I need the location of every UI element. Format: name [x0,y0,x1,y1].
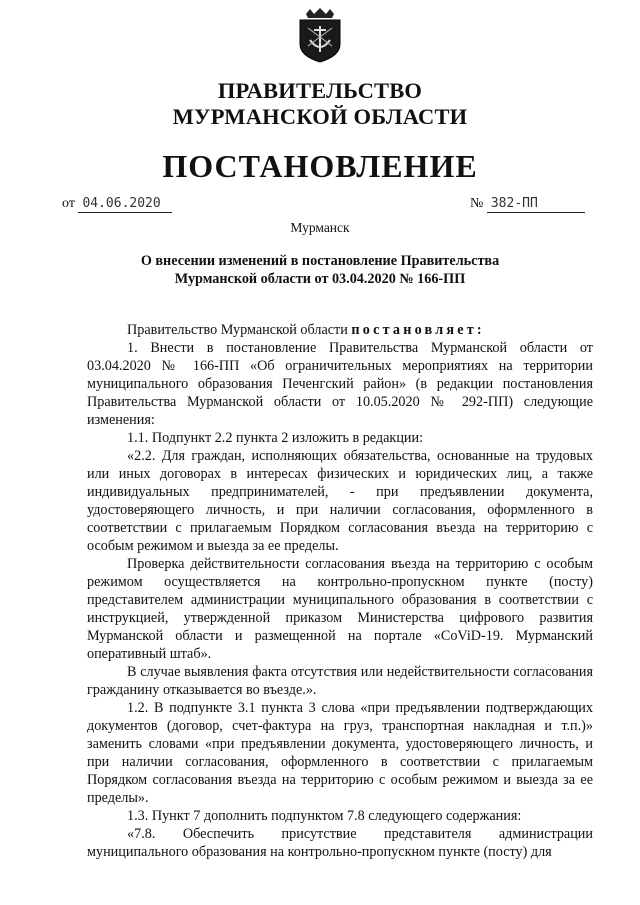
body-paragraph: 1.2. В подпункте 3.1 пункта 3 слова «при предъявлении подтверждающих документов (договор, счет-фактура на груз, транспортная накладная и т.п.)» заменить словами «при предъявлении документа, удостоверяющего личность, и при наличии согласования, оформленного в соответствии с прилагаемым Порядком согласования въезда на территорию с особым режимом и выезда за ее пределы». [87,700,593,806]
number-block [470,196,585,213]
subject-line2: Мурманской области от 03.04.2020 № 166-ПП [174,271,466,287]
intro-prefix: Правительство Мурманской области [127,322,352,338]
intro-decree-word: постановляет: [351,322,485,338]
city: Мурманск [290,220,350,235]
org-name-line1: ПРАВИТЕЛЬСТВО [217,78,423,103]
date-label: от [62,196,75,211]
body-paragraph: «2.2. Для граждан, исполняющих обязательства, основанные на трудовых или иных договорах в интересах физических и юридических лиц, а также индивидуальных предпринимателей, - при предъявлении документа, удостоверяющего личность, и при наличии согласования, оформленного в соответствии с прилагаемым Порядком согласования въезда на территорию с особым режимом и выезда за ее пределы. [87,448,593,554]
subject-line1: О внесении изменений в постановление Правительства [140,253,500,269]
intro-paragraph [87,321,593,339]
document-body [87,321,593,861]
org-name-line2: МУРМАНСКОЙ ОБЛАСТИ [172,104,468,129]
coat-of-arms-icon [296,6,344,64]
date-block [62,196,172,213]
document-type-title: ПОСТАНОВЛЕНИЕ [162,148,478,184]
date-value: 04.06.2020 [78,196,172,213]
body-paragraph: «7.8. Обеспечить присутствие представителя администрации муниципального образования на контрольно-пропускном пункте (посту) для [87,826,593,860]
body-paragraph: В случае выявления факта отсутствия или недействительности согласования гражданину отказывается во въезде.». [87,664,593,698]
body-paragraph: 1. Внести в постановление Правительства Мурманской области от 03.04.2020 № 166-ПП «Об ограничительных мероприятиях на территории муниципального образования Печенгский район» (в редакции постановления Правительства Мурманской области от 10.05.2020 № 292-ПП) следующие изменения: [87,340,593,428]
document-subject [0,252,640,288]
number-label: № [470,196,484,211]
number-value: 382-ПП [487,196,585,213]
body-paragraph: Проверка действительности согласования въезда на территорию с особым режимом осуществляется на контрольно-пропускном пункте (посту) представителем администрации муниципального образования в соответствии с инструкцией, утвержденной приказом Министерства цифрового развития Мурманской области и размещенной на портале «CoViD-19. Мурманский оперативный штаб». [87,556,593,662]
body-paragraph: 1.1. Подпункт 2.2 пункта 2 изложить в редакции: [127,430,424,446]
body-paragraph: 1.3. Пункт 7 дополнить подпунктом 7.8 следующего содержания: [127,808,522,824]
